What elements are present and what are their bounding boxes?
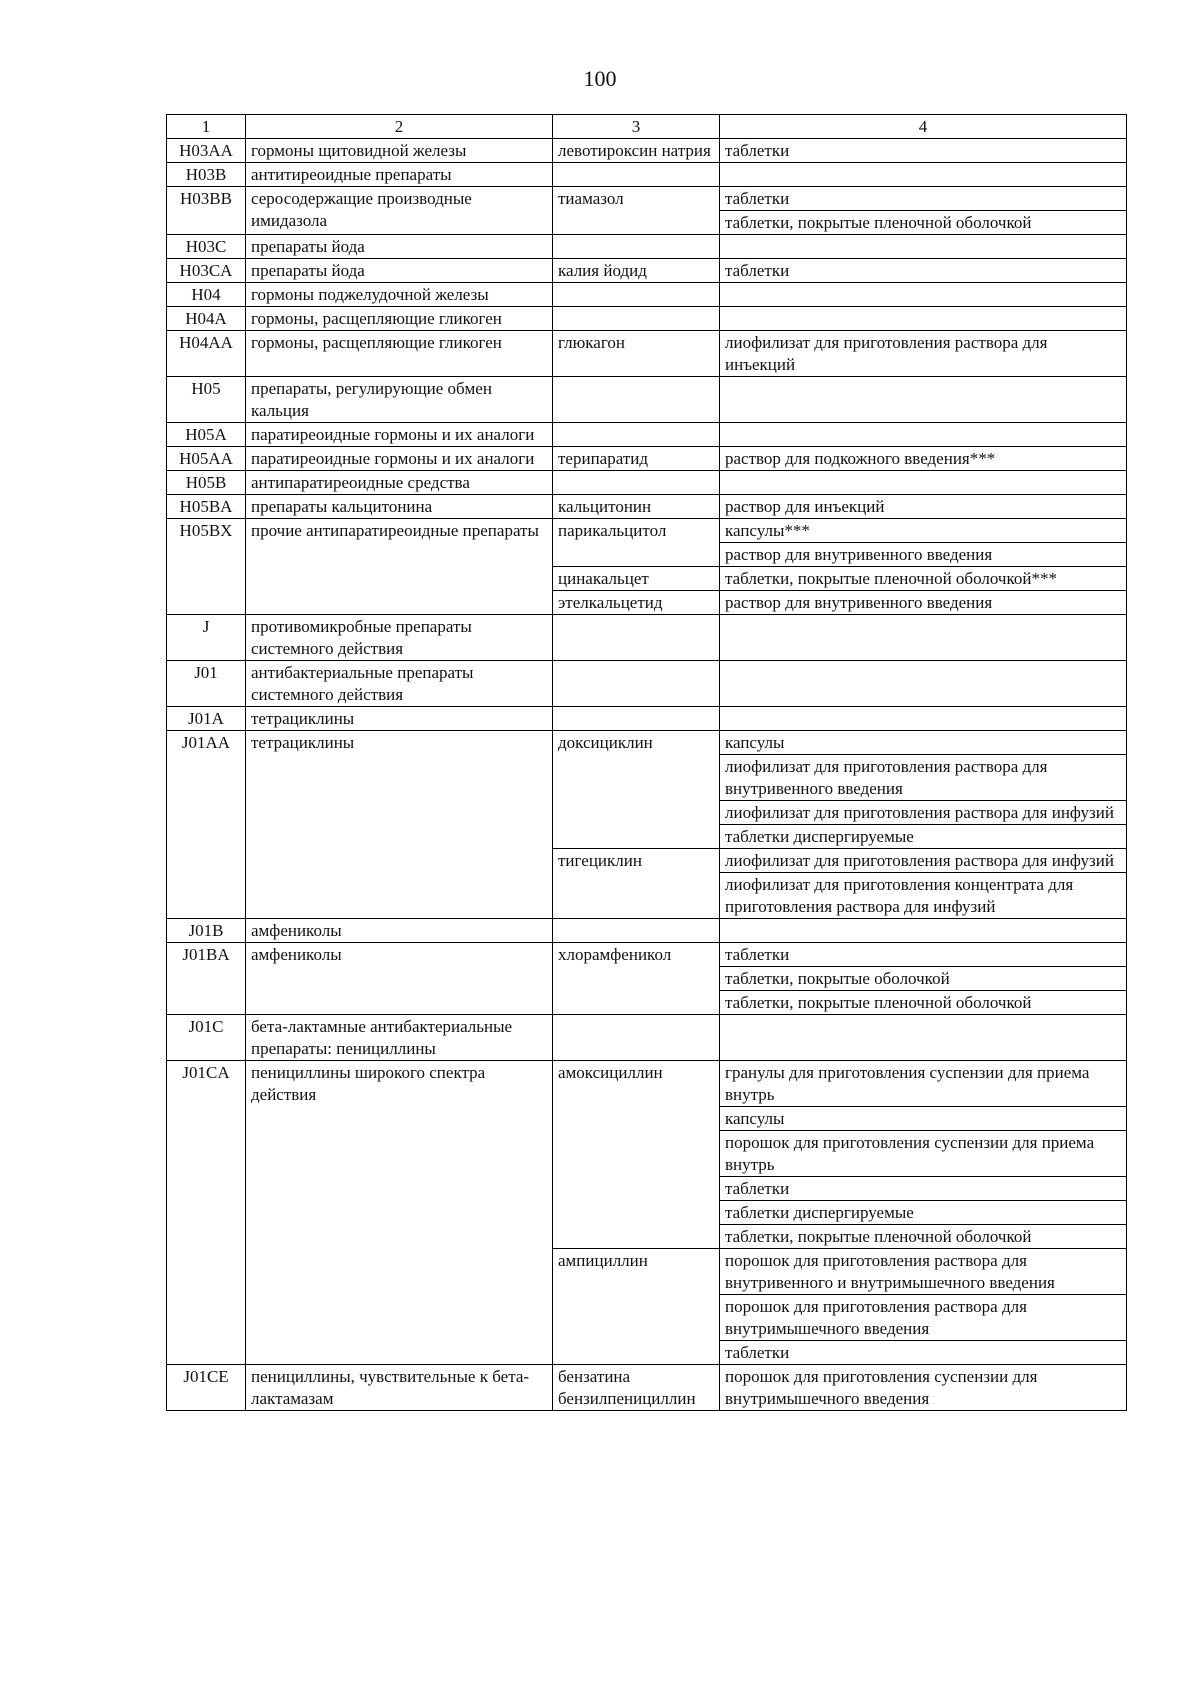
atc-code-cell: H05 — [167, 377, 246, 423]
atc-group-cell: паратиреоидные гормоны и их аналоги — [246, 447, 553, 471]
atc-code-cell: H04 — [167, 283, 246, 307]
atc-group-cell: бета-лактамные антибактериальные препараты: пенициллины — [246, 1015, 553, 1061]
drug-name-cell: доксициклин — [553, 731, 720, 849]
dosage-form-cell: раствор для подкожного введения*** — [720, 447, 1127, 471]
dosage-form-cell: таблетки — [720, 1177, 1127, 1201]
dosage-form-cell: таблетки — [720, 943, 1127, 967]
atc-group-cell: пенициллины широкого спектра действия — [246, 1061, 553, 1365]
atc-code-cell: H03CA — [167, 259, 246, 283]
atc-code-cell: J01B — [167, 919, 246, 943]
atc-code-cell: J01AA — [167, 731, 246, 919]
dosage-form-cell: таблетки диспергируемые — [720, 1201, 1127, 1225]
dosage-form-cell: таблетки, покрытые пленочной оболочкой — [720, 1225, 1127, 1249]
table-row — [167, 235, 1127, 259]
table-row — [167, 283, 1127, 307]
atc-group-cell: антитиреоидные препараты — [246, 163, 553, 187]
dosage-form-cell — [720, 283, 1127, 307]
drug-name-cell — [553, 707, 720, 731]
atc-group-cell: серосодержащие производные имидазола — [246, 187, 553, 235]
atc-group-cell: тетрациклины — [246, 731, 553, 919]
dosage-form-cell — [720, 423, 1127, 447]
dosage-form-cell: порошок для приготовления раствора для внутривенного и внутримышечного введения — [720, 1249, 1127, 1295]
atc-group-cell: пенициллины, чувствительные к бета-лактамазам — [246, 1365, 553, 1411]
drug-name-cell: терипаратид — [553, 447, 720, 471]
drug-name-cell: кальцитонин — [553, 495, 720, 519]
dosage-form-cell: таблетки, покрытые пленочной оболочкой*** — [720, 567, 1127, 591]
dosage-form-cell: таблетки, покрытые пленочной оболочкой — [720, 991, 1127, 1015]
drug-name-cell — [553, 423, 720, 447]
table-row — [167, 1015, 1127, 1061]
atc-code-cell: H04AA — [167, 331, 246, 377]
atc-group-cell: гормоны, расщепляющие гликоген — [246, 307, 553, 331]
table-header-row — [167, 115, 1127, 139]
atc-code-cell: J01A — [167, 707, 246, 731]
drug-name-cell — [553, 235, 720, 259]
atc-code-cell: H05B — [167, 471, 246, 495]
table-row — [167, 471, 1127, 495]
dosage-form-cell: порошок для приготовления суспензии для внутримышечного введения — [720, 1365, 1127, 1411]
table-row — [167, 377, 1127, 423]
dosage-form-cell: таблетки — [720, 1341, 1127, 1365]
drug-name-cell: цинакальцет — [553, 567, 720, 591]
drug-name-cell: левотироксин натрия — [553, 139, 720, 163]
drug-name-cell: ампициллин — [553, 1249, 720, 1365]
atc-code-cell: J01CE — [167, 1365, 246, 1411]
dosage-form-cell — [720, 307, 1127, 331]
dosage-form-cell: лиофилизат для приготовления раствора для инфузий — [720, 849, 1127, 873]
dosage-form-cell — [720, 1015, 1127, 1061]
page-number: 100 — [583, 66, 617, 91]
atc-group-cell: препараты йода — [246, 235, 553, 259]
atc-code-cell: J01CA — [167, 1061, 246, 1365]
table-row — [167, 707, 1127, 731]
atc-code-cell: J01BA — [167, 943, 246, 1015]
dosage-form-cell — [720, 235, 1127, 259]
table-row — [167, 919, 1127, 943]
table-row — [167, 423, 1127, 447]
dosage-form-cell — [720, 615, 1127, 661]
dosage-form-cell: таблетки диспергируемые — [720, 825, 1127, 849]
drug-name-cell — [553, 919, 720, 943]
table-row — [167, 1061, 1127, 1107]
dosage-form-cell: таблетки, покрытые оболочкой — [720, 967, 1127, 991]
atc-code-cell: J — [167, 615, 246, 661]
dosage-form-cell: гранулы для приготовления суспензии для приема внутрь — [720, 1061, 1127, 1107]
table-row — [167, 447, 1127, 471]
atc-group-cell: паратиреоидные гормоны и их аналоги — [246, 423, 553, 447]
dosage-form-cell: таблетки — [720, 139, 1127, 163]
dosage-form-cell: порошок для приготовления раствора для внутримышечного введения — [720, 1295, 1127, 1341]
dosage-form-cell — [720, 919, 1127, 943]
drug-name-cell: тигециклин — [553, 849, 720, 919]
table-row — [167, 731, 1127, 755]
drug-name-cell — [553, 615, 720, 661]
dosage-form-cell: лиофилизат для приготовления раствора для внутривенного введения — [720, 755, 1127, 801]
atc-group-cell: препараты йода — [246, 259, 553, 283]
atc-code-cell: H03B — [167, 163, 246, 187]
dosage-form-cell: таблетки — [720, 187, 1127, 211]
atc-group-cell: антибактериальные препараты системного действия — [246, 661, 553, 707]
table-row — [167, 187, 1127, 211]
drug-name-cell — [553, 661, 720, 707]
dosage-form-cell: раствор для инъекций — [720, 495, 1127, 519]
dosage-form-cell — [720, 163, 1127, 187]
drug-name-cell: хлорамфеникол — [553, 943, 720, 1015]
dosage-form-cell: лиофилизат для приготовления концентрата для приготовления раствора для инфузий — [720, 873, 1127, 919]
atc-group-cell: гормоны, расщепляющие гликоген — [246, 331, 553, 377]
atc-code-cell: H05BX — [167, 519, 246, 615]
table-row — [167, 139, 1127, 163]
atc-group-cell: гормоны щитовидной железы — [246, 139, 553, 163]
header-cell: 2 — [246, 115, 553, 139]
atc-code-cell: H03BB — [167, 187, 246, 235]
dosage-form-cell — [720, 377, 1127, 423]
dosage-form-cell: лиофилизат для приготовления раствора для инъекций — [720, 331, 1127, 377]
atc-group-cell: препараты, регулирующие обмен кальция — [246, 377, 553, 423]
table-row — [167, 259, 1127, 283]
drug-name-cell: амоксициллин — [553, 1061, 720, 1249]
dosage-form-cell: раствор для внутривенного введения — [720, 591, 1127, 615]
drug-name-cell: тиамазол — [553, 187, 720, 235]
dosage-form-cell: лиофилизат для приготовления раствора для инфузий — [720, 801, 1127, 825]
dosage-form-cell: капсулы — [720, 1107, 1127, 1131]
drug-name-cell — [553, 471, 720, 495]
dosage-form-cell: порошок для приготовления суспензии для приема внутрь — [720, 1131, 1127, 1177]
drug-name-cell — [553, 163, 720, 187]
header-cell: 1 — [167, 115, 246, 139]
atc-code-cell: H03AA — [167, 139, 246, 163]
drug-name-cell: парикальцитол — [553, 519, 720, 567]
dosage-form-cell: раствор для внутривенного введения — [720, 543, 1127, 567]
atc-group-cell: амфениколы — [246, 919, 553, 943]
table-row — [167, 331, 1127, 377]
dosage-form-cell: таблетки — [720, 259, 1127, 283]
atc-code-cell: H05AA — [167, 447, 246, 471]
atc-group-cell: противомикробные препараты системного действия — [246, 615, 553, 661]
table-row — [167, 943, 1127, 967]
atc-group-cell: тетрациклины — [246, 707, 553, 731]
drug-name-cell — [553, 283, 720, 307]
drug-name-cell: калия йодид — [553, 259, 720, 283]
atc-code-cell: J01 — [167, 661, 246, 707]
atc-group-cell: прочие антипаратиреоидные препараты — [246, 519, 553, 615]
atc-code-cell: H03C — [167, 235, 246, 259]
atc-group-cell: антипаратиреоидные средства — [246, 471, 553, 495]
header-cell: 4 — [720, 115, 1127, 139]
dosage-form-cell — [720, 707, 1127, 731]
table-row — [167, 1365, 1127, 1411]
drug-name-cell — [553, 1015, 720, 1061]
atc-group-cell: амфениколы — [246, 943, 553, 1015]
dosage-form-cell — [720, 661, 1127, 707]
atc-code-cell: J01C — [167, 1015, 246, 1061]
drug-name-cell — [553, 307, 720, 331]
drug-name-cell: этелкальцетид — [553, 591, 720, 615]
table-row — [167, 163, 1127, 187]
atc-code-cell: H05BA — [167, 495, 246, 519]
atc-code-cell: H05A — [167, 423, 246, 447]
drug-table — [166, 114, 1127, 1411]
table-row — [167, 519, 1127, 543]
drug-name-cell: глюкагон — [553, 331, 720, 377]
header-cell: 3 — [553, 115, 720, 139]
atc-group-cell: гормоны поджелудочной железы — [246, 283, 553, 307]
dosage-form-cell: капсулы — [720, 731, 1127, 755]
table-row — [167, 615, 1127, 661]
dosage-form-cell: таблетки, покрытые пленочной оболочкой — [720, 211, 1127, 235]
atc-group-cell: препараты кальцитонина — [246, 495, 553, 519]
table-row — [167, 495, 1127, 519]
table-row — [167, 307, 1127, 331]
drug-name-cell: бензатина бензилпенициллин — [553, 1365, 720, 1411]
table-row — [167, 661, 1127, 707]
drug-name-cell — [553, 377, 720, 423]
dosage-form-cell — [720, 471, 1127, 495]
dosage-form-cell: капсулы*** — [720, 519, 1127, 543]
atc-code-cell: H04A — [167, 307, 246, 331]
